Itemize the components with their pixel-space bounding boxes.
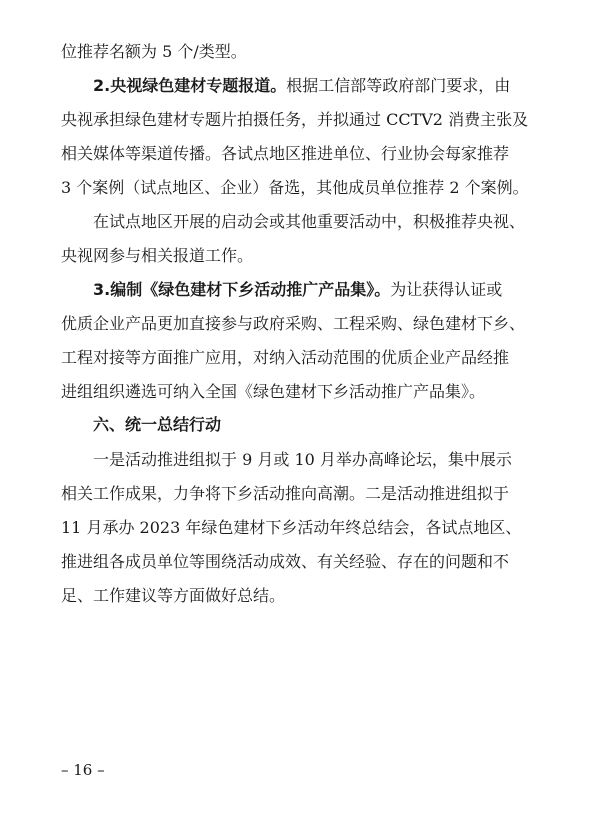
body-line-9: 优质企业产品更加直接参与政府采购、工程采购、绿色建材下乡、: [61, 314, 526, 333]
body-line-1: 位推荐名额为 5 个/类型。: [61, 42, 247, 61]
section-2-text: 根据工信部等政府部门要求，由: [286, 76, 511, 95]
body-line-6: 在试点地区开展的启动会或其他重要活动中，积极推荐央视、: [93, 212, 526, 231]
section-3-text: 为让获得认证或: [390, 280, 503, 299]
body-line-10: 工程对接等方面推广应用，对纳入活动范围的优质企业产品经推: [61, 348, 510, 367]
body-line-13: 一是活动推进组拟于 9 月或 10 月举办高峰论坛，集中展示: [93, 450, 512, 469]
body-line-17: 足、工作建议等方面做好总结。: [61, 586, 286, 605]
section-3-line: [93, 280, 502, 300]
section-2-line: [93, 76, 510, 96]
body-line-4: 相关媒体等渠道传播。各试点地区推进单位、行业协会每家推荐: [61, 144, 510, 163]
section-heading: 六、统一总结行动: [93, 415, 222, 434]
body-line-14: 相关工作成果，力争将下乡活动推向高潮。二是活动推进组拟于: [61, 484, 510, 503]
section-3-title: 3.编制《绿色建材下乡活动推广产品集》。: [93, 280, 391, 299]
body-line-5: 3 个案例（试点地区、企业）备选，其他成员单位推荐 2 个案例。: [61, 178, 529, 197]
section-2-title: 2.央视绿色建材专题报道。: [93, 76, 287, 95]
page-number: – 16 –: [61, 761, 105, 779]
body-line-11: 进组组织遴选可纳入全国《绿色建材下乡活动推广产品集》。: [61, 382, 486, 401]
body-line-7: 央视网参与相关报道工作。: [61, 246, 254, 265]
body-line-15: 11 月承办 2023 年绿色建材下乡活动年终总结会，各试点地区、: [61, 518, 522, 537]
body-line-16: 推进组各成员单位等围绕活动成效、有关经验、存在的问题和不: [61, 552, 510, 571]
body-line-3: 央视承担绿色建材专题片拍摄任务，并拟通过 CCTV2 消费主张及: [61, 110, 529, 129]
